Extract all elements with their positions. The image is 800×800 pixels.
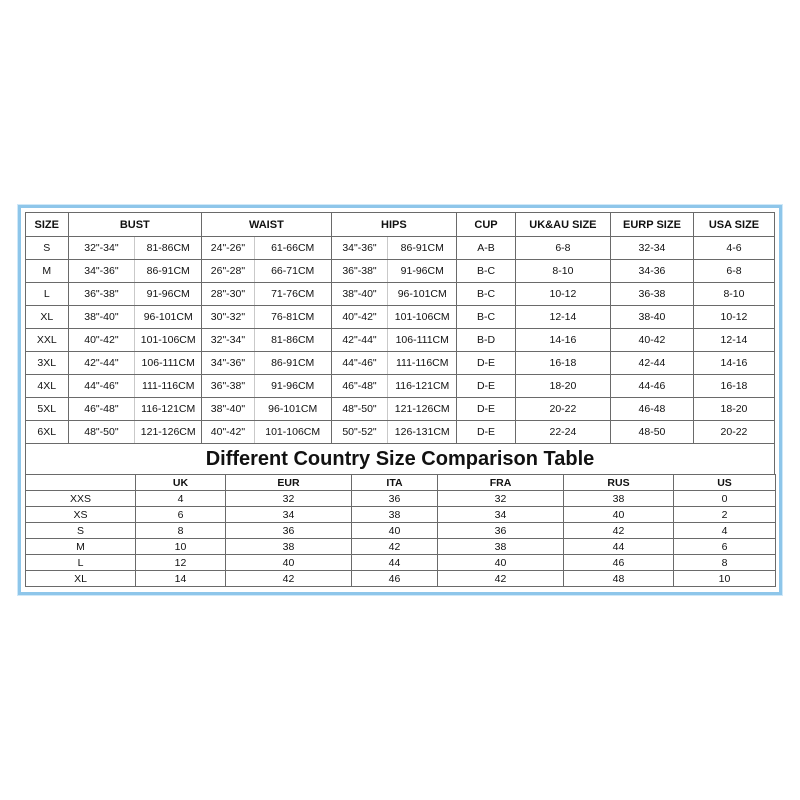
cell-hips-in: 40"-42" [331, 306, 388, 329]
cell-waist-cm: 101-106CM [254, 421, 331, 444]
comp-cell-ita: 44 [352, 555, 438, 571]
comp-cell-uk: 6 [136, 507, 226, 523]
table-row [26, 507, 776, 523]
cell-usa: 12-14 [693, 329, 774, 352]
cell-usa: 16-18 [693, 375, 774, 398]
cell-bust-cm: 121-126CM [135, 421, 202, 444]
cell-waist-cm: 91-96CM [254, 375, 331, 398]
cell-bust-cm: 81-86CM [135, 237, 202, 260]
cell-size: XXL [26, 329, 69, 352]
comp-cell-us: 0 [674, 491, 776, 507]
comp-cell-eur: 34 [226, 507, 352, 523]
cell-bust-cm: 86-91CM [135, 260, 202, 283]
header-ukau: UK&AU SIZE [515, 213, 610, 237]
table-row [26, 260, 775, 283]
comp-cell-us: 10 [674, 571, 776, 587]
table-row [26, 421, 775, 444]
comp-cell-rus: 46 [564, 555, 674, 571]
cell-usa: 6-8 [693, 260, 774, 283]
comp-cell-us: 4 [674, 523, 776, 539]
cell-bust-in: 48"-50" [68, 421, 135, 444]
cell-cup: D-E [457, 375, 516, 398]
cell-waist-in: 38"-40" [202, 398, 255, 421]
table-row [26, 539, 776, 555]
cell-bust-cm: 111-116CM [135, 375, 202, 398]
comp-cell-eur: 32 [226, 491, 352, 507]
comparison-header-row [26, 475, 776, 491]
cell-hips-cm: 86-91CM [388, 237, 457, 260]
cell-hips-cm: 101-106CM [388, 306, 457, 329]
cell-waist-in: 34"-36" [202, 352, 255, 375]
cell-eurp: 34-36 [610, 260, 693, 283]
cell-ukau: 16-18 [515, 352, 610, 375]
comp-cell-size: S [26, 523, 136, 539]
comp-cell-fra: 38 [438, 539, 564, 555]
cell-size: L [26, 283, 69, 306]
comp-cell-us: 8 [674, 555, 776, 571]
header-usa: USA SIZE [693, 213, 774, 237]
header-size: SIZE [26, 213, 69, 237]
header-cup: CUP [457, 213, 516, 237]
cell-cup: D-E [457, 398, 516, 421]
size-chart-table [25, 212, 775, 444]
cell-waist-in: 30"-32" [202, 306, 255, 329]
cell-size: 3XL [26, 352, 69, 375]
cell-eurp: 36-38 [610, 283, 693, 306]
comp-cell-ita: 42 [352, 539, 438, 555]
cell-size: 4XL [26, 375, 69, 398]
comp-header-rus: RUS [564, 475, 674, 491]
comp-cell-eur: 36 [226, 523, 352, 539]
comp-cell-fra: 32 [438, 491, 564, 507]
comp-cell-size: L [26, 555, 136, 571]
cell-waist-cm: 61-66CM [254, 237, 331, 260]
cell-bust-cm: 91-96CM [135, 283, 202, 306]
comp-cell-fra: 36 [438, 523, 564, 539]
comp-cell-ita: 40 [352, 523, 438, 539]
table-row [26, 571, 776, 587]
cell-waist-cm: 81-86CM [254, 329, 331, 352]
cell-hips-cm: 116-121CM [388, 375, 457, 398]
comp-cell-uk: 14 [136, 571, 226, 587]
cell-bust-in: 40"-42" [68, 329, 135, 352]
cell-eurp: 46-48 [610, 398, 693, 421]
table-row [26, 237, 775, 260]
cell-hips-cm: 96-101CM [388, 283, 457, 306]
comp-header-fra: FRA [438, 475, 564, 491]
table-row [26, 523, 776, 539]
comp-header-ita: ITA [352, 475, 438, 491]
comp-cell-fra: 42 [438, 571, 564, 587]
cell-hips-in: 34"-36" [331, 237, 388, 260]
cell-cup: B-C [457, 283, 516, 306]
cell-waist-cm: 66-71CM [254, 260, 331, 283]
cell-hips-cm: 111-116CM [388, 352, 457, 375]
header-eurp: EURP SIZE [610, 213, 693, 237]
table-row [26, 352, 775, 375]
cell-hips-in: 48"-50" [331, 398, 388, 421]
cell-ukau: 6-8 [515, 237, 610, 260]
table-row [26, 283, 775, 306]
comp-cell-size: XL [26, 571, 136, 587]
comp-cell-ita: 38 [352, 507, 438, 523]
comp-header-blank [26, 475, 136, 491]
cell-usa: 4-6 [693, 237, 774, 260]
cell-size: 6XL [26, 421, 69, 444]
cell-bust-cm: 106-111CM [135, 352, 202, 375]
size-chart-frame [18, 205, 782, 595]
cell-ukau: 22-24 [515, 421, 610, 444]
cell-hips-cm: 91-96CM [388, 260, 457, 283]
comp-cell-us: 2 [674, 507, 776, 523]
cell-eurp: 42-44 [610, 352, 693, 375]
cell-usa: 20-22 [693, 421, 774, 444]
cell-hips-in: 44"-46" [331, 352, 388, 375]
cell-bust-in: 42"-44" [68, 352, 135, 375]
table-row [26, 329, 775, 352]
header-waist: WAIST [202, 213, 332, 237]
cell-eurp: 44-46 [610, 375, 693, 398]
cell-waist-cm: 71-76CM [254, 283, 331, 306]
cell-eurp: 32-34 [610, 237, 693, 260]
cell-hips-in: 46"-48" [331, 375, 388, 398]
cell-size: M [26, 260, 69, 283]
cell-ukau: 8-10 [515, 260, 610, 283]
cell-bust-in: 34"-36" [68, 260, 135, 283]
cell-cup: A-B [457, 237, 516, 260]
comp-cell-ita: 36 [352, 491, 438, 507]
header-hips: HIPS [331, 213, 456, 237]
comp-cell-fra: 34 [438, 507, 564, 523]
cell-waist-cm: 96-101CM [254, 398, 331, 421]
cell-bust-in: 38"-40" [68, 306, 135, 329]
cell-cup: B-C [457, 306, 516, 329]
comp-cell-rus: 38 [564, 491, 674, 507]
cell-hips-in: 36"-38" [331, 260, 388, 283]
comp-header-uk: UK [136, 475, 226, 491]
cell-hips-in: 42"-44" [331, 329, 388, 352]
size-chart-body [26, 237, 775, 444]
comp-cell-eur: 40 [226, 555, 352, 571]
comp-cell-rus: 44 [564, 539, 674, 555]
comp-cell-rus: 42 [564, 523, 674, 539]
cell-usa: 14-16 [693, 352, 774, 375]
comp-cell-ita: 46 [352, 571, 438, 587]
cell-waist-cm: 76-81CM [254, 306, 331, 329]
comp-cell-eur: 38 [226, 539, 352, 555]
comp-cell-uk: 10 [136, 539, 226, 555]
cell-cup: B-D [457, 329, 516, 352]
comp-cell-us: 6 [674, 539, 776, 555]
cell-hips-cm: 121-126CM [388, 398, 457, 421]
comp-cell-uk: 4 [136, 491, 226, 507]
cell-ukau: 20-22 [515, 398, 610, 421]
comparison-table [25, 474, 776, 587]
comparison-body [26, 491, 776, 587]
cell-bust-in: 46"-48" [68, 398, 135, 421]
cell-hips-in: 38"-40" [331, 283, 388, 306]
cell-waist-in: 40"-42" [202, 421, 255, 444]
comp-cell-eur: 42 [226, 571, 352, 587]
cell-size: XL [26, 306, 69, 329]
cell-bust-cm: 96-101CM [135, 306, 202, 329]
table-row [26, 375, 775, 398]
cell-hips-in: 50"-52" [331, 421, 388, 444]
cell-bust-cm: 101-106CM [135, 329, 202, 352]
cell-usa: 10-12 [693, 306, 774, 329]
cell-bust-in: 32"-34" [68, 237, 135, 260]
cell-ukau: 14-16 [515, 329, 610, 352]
comp-header-us: US [674, 475, 776, 491]
table-row [26, 555, 776, 571]
cell-usa: 18-20 [693, 398, 774, 421]
cell-waist-in: 26"-28" [202, 260, 255, 283]
cell-size: S [26, 237, 69, 260]
comp-cell-rus: 48 [564, 571, 674, 587]
cell-bust-in: 44"-46" [68, 375, 135, 398]
comparison-title: Different Country Size Comparison Table [25, 444, 775, 474]
cell-waist-in: 28"-30" [202, 283, 255, 306]
cell-hips-cm: 106-111CM [388, 329, 457, 352]
comp-cell-size: M [26, 539, 136, 555]
cell-waist-in: 36"-38" [202, 375, 255, 398]
cell-eurp: 40-42 [610, 329, 693, 352]
comp-header-eur: EUR [226, 475, 352, 491]
cell-ukau: 18-20 [515, 375, 610, 398]
cell-waist-cm: 86-91CM [254, 352, 331, 375]
table-row [26, 491, 776, 507]
cell-eurp: 48-50 [610, 421, 693, 444]
comp-cell-rus: 40 [564, 507, 674, 523]
cell-cup: B-C [457, 260, 516, 283]
cell-cup: D-E [457, 352, 516, 375]
size-chart-header-row [26, 213, 775, 237]
table-row [26, 306, 775, 329]
cell-eurp: 38-40 [610, 306, 693, 329]
header-bust: BUST [68, 213, 202, 237]
table-row [26, 398, 775, 421]
cell-ukau: 10-12 [515, 283, 610, 306]
comp-cell-size: XS [26, 507, 136, 523]
cell-ukau: 12-14 [515, 306, 610, 329]
cell-hips-cm: 126-131CM [388, 421, 457, 444]
cell-usa: 8-10 [693, 283, 774, 306]
comp-cell-size: XXS [26, 491, 136, 507]
cell-bust-cm: 116-121CM [135, 398, 202, 421]
comp-cell-fra: 40 [438, 555, 564, 571]
cell-size: 5XL [26, 398, 69, 421]
cell-waist-in: 24"-26" [202, 237, 255, 260]
cell-cup: D-E [457, 421, 516, 444]
comp-cell-uk: 12 [136, 555, 226, 571]
size-chart-content [25, 212, 775, 588]
cell-bust-in: 36"-38" [68, 283, 135, 306]
cell-waist-in: 32"-34" [202, 329, 255, 352]
comp-cell-uk: 8 [136, 523, 226, 539]
